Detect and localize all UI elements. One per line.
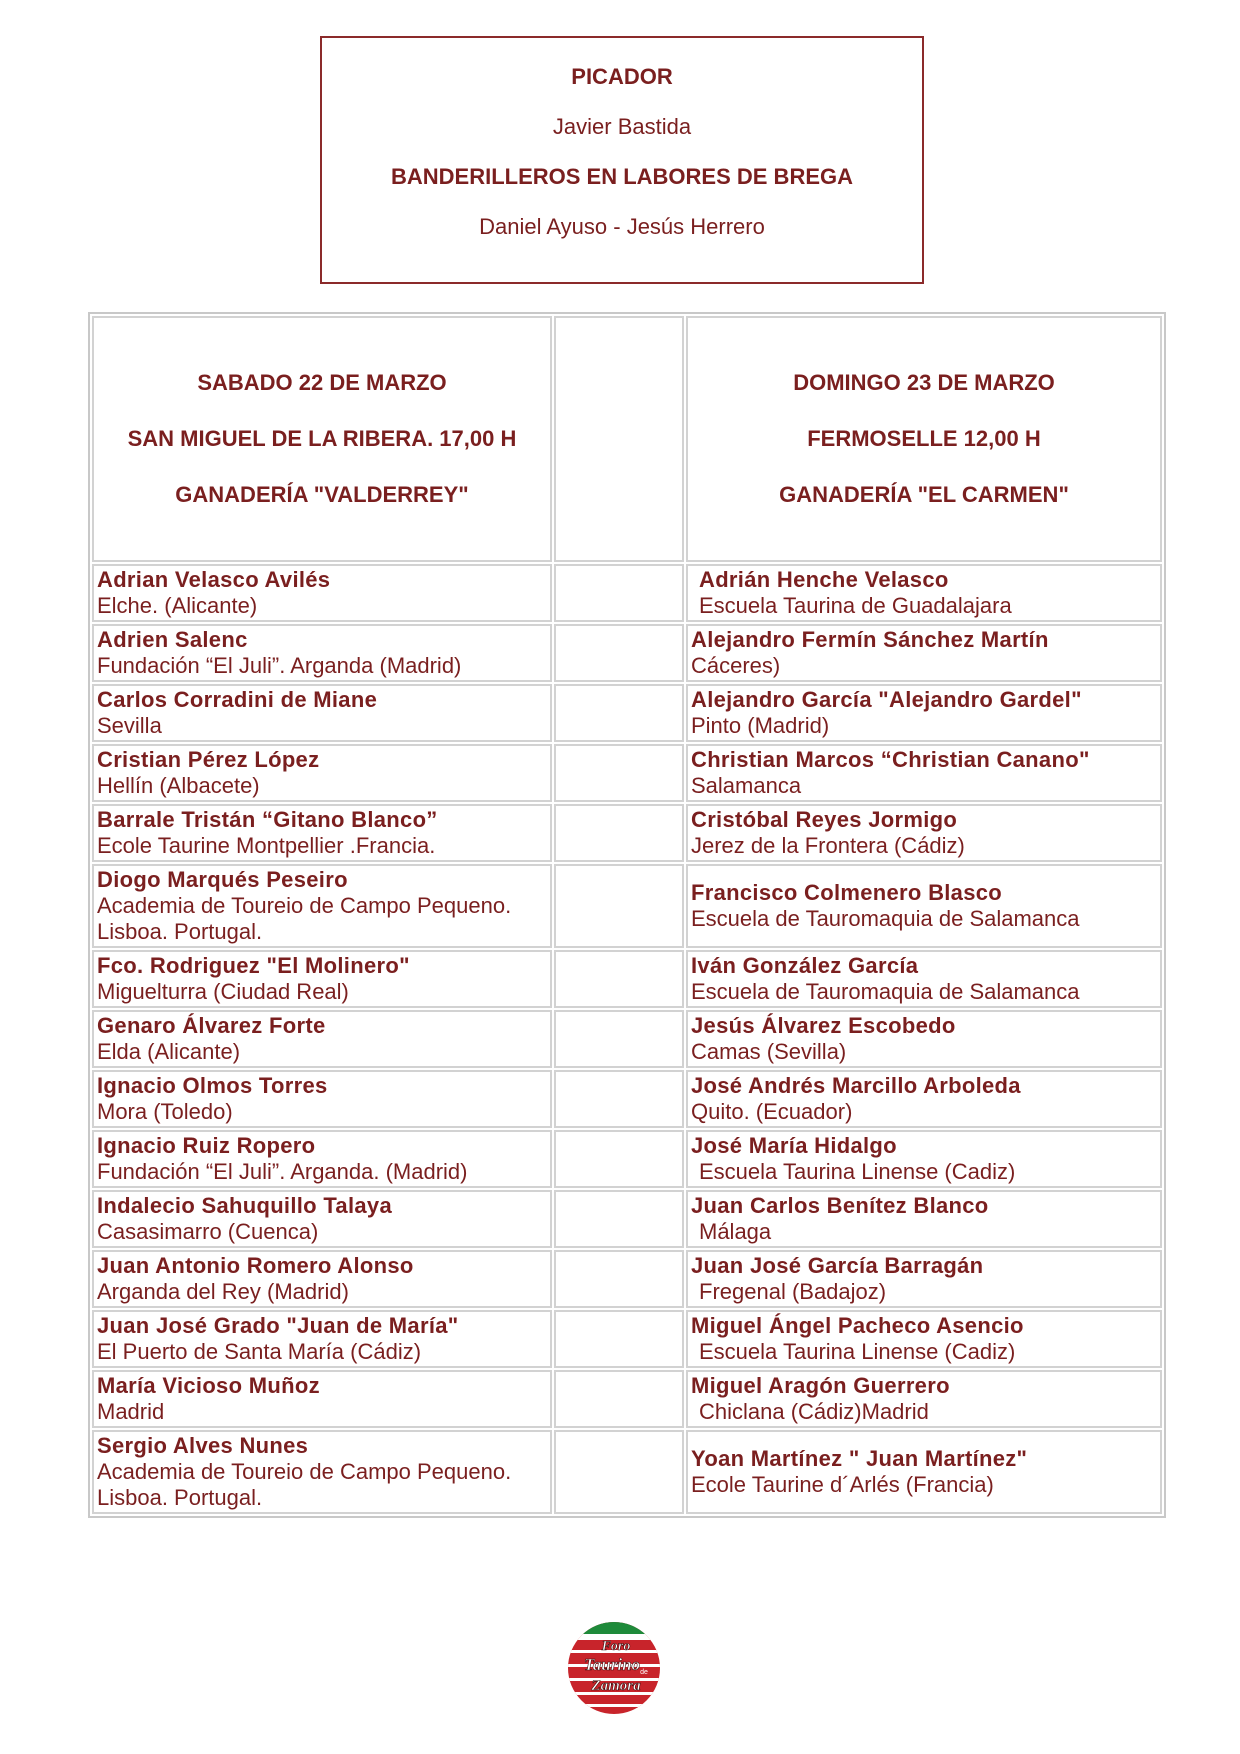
entrant-origin: Escuela Taurina Linense (Cadiz) — [699, 1159, 1016, 1184]
entrant-name: Barrale Tristán “Gitano Blanco” — [97, 807, 438, 832]
spacer-cell — [554, 1370, 684, 1428]
spacer-cell — [554, 864, 684, 948]
banderilleros-title: BANDERILLEROS EN LABORES DE BREGA — [390, 164, 854, 189]
spacer-cell — [554, 744, 684, 802]
entrant-origin: Academia de Toureio de Campo Pequeno. — [97, 1459, 512, 1484]
entrant-origin-line2: Lisboa. Portugal. — [97, 919, 263, 944]
entrant-origin: Fundación “El Juli”. Arganda (Madrid) — [97, 653, 462, 678]
entrant-name: Fco. Rodriguez "El Molinero" — [97, 953, 410, 978]
sunday-place: FERMOSELLE 12,00 H — [807, 426, 1041, 451]
svg-text:de: de — [640, 1669, 648, 1676]
entrant-origin: Cáceres) — [691, 653, 781, 678]
saturday-entrant-cell — [92, 950, 552, 1008]
entrant-row — [92, 744, 1162, 802]
officials-box — [320, 36, 924, 284]
entrant-origin: El Puerto de Santa María (Cádiz) — [97, 1339, 422, 1364]
entrant-origin: Salamanca — [691, 773, 802, 798]
entrant-origin: Escuela de Tauromaquia de Salamanca — [691, 906, 1080, 931]
entrant-row — [92, 1010, 1162, 1068]
saturday-entrant-cell — [92, 1070, 552, 1128]
entrant-origin: Elda (Alicante) — [97, 1039, 241, 1064]
saturday-entrant-cell — [92, 1190, 552, 1248]
entrant-name: Cristian Pérez López — [97, 747, 320, 772]
entrant-origin: Quito. (Ecuador) — [691, 1099, 853, 1124]
entrant-origin: Fregenal (Badajoz) — [699, 1279, 887, 1304]
entrant-row — [92, 1250, 1162, 1308]
entrant-row — [92, 1130, 1162, 1188]
entrant-origin: Fundación “El Juli”. Arganda. (Madrid) — [97, 1159, 468, 1184]
entrant-origin: Sevilla — [97, 713, 162, 738]
entrant-origin: Casasimarro (Cuenca) — [97, 1219, 319, 1244]
spacer-cell — [554, 684, 684, 742]
entrant-name: Miguel Ángel Pacheco Asencio — [691, 1313, 1024, 1338]
entrant-name: Adrien Salenc — [97, 627, 248, 652]
entrant-row — [92, 684, 1162, 742]
sunday-entrant-cell — [686, 1130, 1162, 1188]
entrant-name: Yoan Martínez " Juan Martínez" — [691, 1446, 1028, 1471]
entrant-name: Alejandro Fermín Sánchez Martín — [691, 627, 1049, 652]
entrant-origin: Escuela de Tauromaquia de Salamanca — [691, 979, 1080, 1004]
entrant-origin: Hellín (Albacete) — [97, 773, 260, 798]
entrant-name: Indalecio Sahuquillo Talaya — [97, 1193, 392, 1218]
sunday-entrant-cell — [686, 624, 1162, 682]
entrant-name: Adrián Henche Velasco — [699, 567, 949, 592]
sunday-entrant-cell — [686, 1070, 1162, 1128]
sunday-date: DOMINGO 23 DE MARZO — [793, 370, 1055, 395]
sunday-entrant-cell — [686, 804, 1162, 862]
entrant-origin: Jerez de la Frontera (Cádiz) — [691, 833, 965, 858]
sunday-entrant-cell — [686, 564, 1162, 622]
entrant-name: Ignacio Ruiz Ropero — [97, 1133, 316, 1158]
entrant-name: Miguel Aragón Guerrero — [691, 1373, 950, 1398]
entrant-name: José María Hidalgo — [691, 1133, 897, 1158]
schedule-header-row — [92, 316, 1162, 562]
entrant-name: Christian Marcos “Christian Canano" — [691, 747, 1090, 772]
entrant-origin: Arganda del Rey (Madrid) — [97, 1279, 349, 1304]
spacer-cell — [554, 1430, 684, 1514]
spacer-cell — [554, 1310, 684, 1368]
picador-title: PICADOR — [571, 64, 673, 89]
saturday-entrant-cell — [92, 684, 552, 742]
saturday-entrant-cell — [92, 804, 552, 862]
svg-text:Foro: Foro — [601, 1639, 631, 1654]
saturday-date: SABADO 22 DE MARZO — [197, 370, 447, 395]
entrant-origin: Mora (Toledo) — [97, 1099, 233, 1124]
saturday-entrant-cell — [92, 744, 552, 802]
saturday-entrant-cell — [92, 1310, 552, 1368]
saturday-entrant-cell — [92, 1430, 552, 1514]
sunday-entrant-cell — [686, 950, 1162, 1008]
entrant-origin: Escuela Taurina Linense (Cadiz) — [699, 1339, 1016, 1364]
entrant-name: Genaro Álvarez Forte — [97, 1013, 326, 1038]
sunday-entrant-cell — [686, 1310, 1162, 1368]
saturday-entrant-cell — [92, 1250, 552, 1308]
entrant-name: Francisco Colmenero Blasco — [691, 880, 1003, 905]
entrant-row — [92, 1190, 1162, 1248]
saturday-entrant-cell — [92, 1010, 552, 1068]
saturday-ganaderia: GANADERÍA "VALDERREY" — [175, 482, 469, 507]
entrant-name: Juan José Grado "Juan de María" — [97, 1313, 459, 1338]
sunday-entrant-cell — [686, 1010, 1162, 1068]
entrant-name: Jesús Álvarez Escobedo — [691, 1013, 956, 1038]
entrant-name: Diogo Marqués Peseiro — [97, 867, 348, 892]
spacer-cell — [554, 624, 684, 682]
entrant-row — [92, 864, 1162, 948]
entrant-name: José Andrés Marcillo Arboleda — [691, 1073, 1021, 1098]
entrant-row — [92, 1310, 1162, 1368]
entrant-origin: Miguelturra (Ciudad Real) — [97, 979, 349, 1004]
sunday-entrant-cell — [686, 1250, 1162, 1308]
sunday-entrant-cell — [686, 684, 1162, 742]
sunday-entrant-cell — [686, 1370, 1162, 1428]
sunday-entrant-cell — [686, 744, 1162, 802]
saturday-entrant-cell — [92, 864, 552, 948]
entrant-origin-line2: Lisboa. Portugal. — [97, 1485, 263, 1510]
entrant-row — [92, 804, 1162, 862]
entrant-origin: Elche. (Alicante) — [97, 593, 258, 618]
entrant-origin: Ecole Taurine d´Arlés (Francia) — [691, 1472, 994, 1497]
entrant-name: Juan Carlos Benítez Blanco — [691, 1193, 989, 1218]
entrant-row — [92, 1430, 1162, 1514]
entrant-name: Adrian Velasco Avilés — [97, 567, 331, 592]
entrant-row — [92, 1070, 1162, 1128]
entrant-row — [92, 1370, 1162, 1428]
entrant-name: Carlos Corradini de Miane — [97, 687, 378, 712]
saturday-place: SAN MIGUEL DE LA RIBERA. 17,00 H — [127, 426, 517, 451]
spacer-cell — [554, 950, 684, 1008]
entrant-name: Iván González García — [691, 953, 919, 978]
saturday-entrant-cell — [92, 1370, 552, 1428]
entrant-name: Alejandro García "Alejandro Gardel" — [691, 687, 1082, 712]
spacer-cell — [554, 316, 684, 562]
entrant-name: Sergio Alves Nunes — [97, 1433, 309, 1458]
saturday-header — [92, 316, 552, 562]
banderilleros-names: Daniel Ayuso - Jesús Herrero — [479, 214, 765, 239]
saturday-entrant-cell — [92, 624, 552, 682]
foro-taurino-logo — [566, 1620, 662, 1716]
entrant-origin: Escuela Taurina de Guadalajara — [699, 593, 1012, 618]
spacer-cell — [554, 1190, 684, 1248]
saturday-entrant-cell — [92, 1130, 552, 1188]
entrant-name: Juan José García Barragán — [691, 1253, 984, 1278]
entrant-origin: Camas (Sevilla) — [691, 1039, 847, 1064]
entrant-name: Cristóbal Reyes Jormigo — [691, 807, 958, 832]
entrant-origin: Pinto (Madrid) — [691, 713, 830, 738]
saturday-entrant-cell — [92, 564, 552, 622]
entrant-origin: Málaga — [699, 1219, 772, 1244]
svg-text:Taurino: Taurino — [583, 1655, 641, 1674]
sunday-entrant-cell — [686, 1430, 1162, 1514]
spacer-cell — [554, 564, 684, 622]
entrant-origin: Academia de Toureio de Campo Pequeno. — [97, 893, 512, 918]
entrant-origin: Madrid — [97, 1399, 165, 1424]
entrant-origin: Chiclana (Cádiz)Madrid — [699, 1399, 929, 1424]
spacer-cell — [554, 1250, 684, 1308]
spacer-cell — [554, 1070, 684, 1128]
spacer-cell — [554, 1010, 684, 1068]
schedule-table — [88, 312, 1166, 1518]
spacer-cell — [554, 1130, 684, 1188]
sunday-header — [686, 316, 1162, 562]
entrant-name: Juan Antonio Romero Alonso — [97, 1253, 414, 1278]
entrant-row — [92, 950, 1162, 1008]
sunday-entrant-cell — [686, 864, 1162, 948]
picador-name: Javier Bastida — [552, 114, 692, 139]
entrant-row — [92, 624, 1162, 682]
svg-text:Zamora: Zamora — [591, 1678, 641, 1694]
spacer-cell — [554, 804, 684, 862]
entrant-row — [92, 564, 1162, 622]
entrant-name: María Vicioso Muñoz — [97, 1373, 320, 1398]
entrant-name: Ignacio Olmos Torres — [97, 1073, 328, 1098]
sunday-ganaderia: GANADERÍA "EL CARMEN" — [779, 482, 1069, 507]
entrant-origin: Ecole Taurine Montpellier .Francia. — [97, 833, 436, 858]
sunday-entrant-cell — [686, 1190, 1162, 1248]
